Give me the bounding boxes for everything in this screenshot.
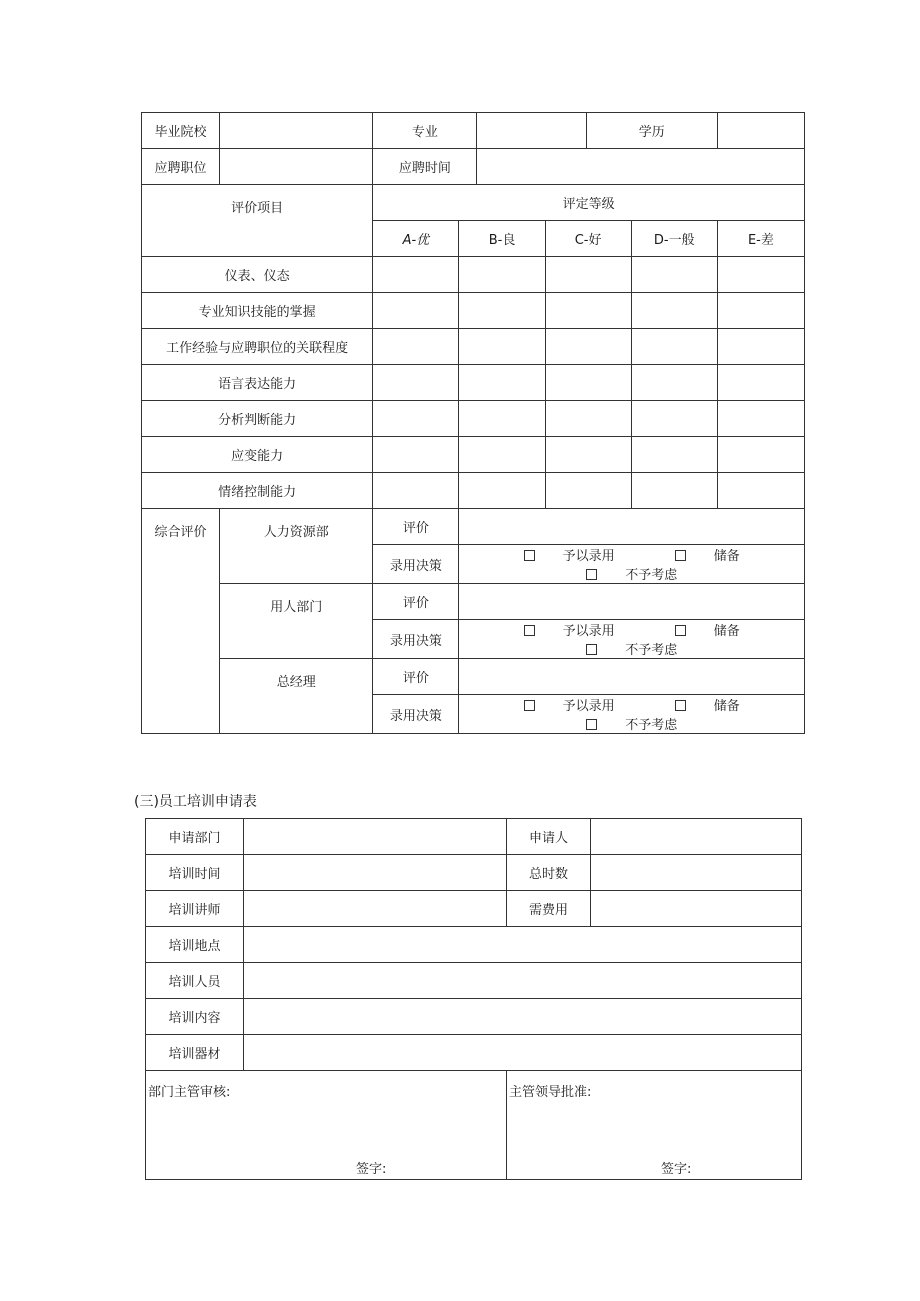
item-label: 语言表达能力 <box>142 365 373 401</box>
grade-cell[interactable] <box>631 257 717 293</box>
grade-e: E-差 <box>717 221 804 257</box>
grade-a: A-优 <box>373 221 459 257</box>
section-title: (三)员工培训申请表 <box>134 794 257 810</box>
review-signature: 签字: <box>356 1162 387 1177</box>
grade-cell[interactable] <box>459 437 545 473</box>
grade-cell[interactable] <box>717 401 804 437</box>
dept-input[interactable] <box>244 819 507 855</box>
major-input[interactable] <box>477 113 586 149</box>
position-label: 应聘职位 <box>142 149 220 185</box>
position-input[interactable] <box>220 149 373 185</box>
grade-cell[interactable] <box>459 293 545 329</box>
grade-b: B-良 <box>459 221 545 257</box>
decision-options <box>459 695 805 734</box>
grade-cell[interactable] <box>545 437 631 473</box>
applicant-label: 申请人 <box>507 819 591 855</box>
cost-input[interactable] <box>591 891 802 927</box>
grade-cell[interactable] <box>717 329 804 365</box>
grade-cell[interactable] <box>631 437 717 473</box>
trainees-input[interactable] <box>244 963 802 999</box>
grade-cell[interactable] <box>545 329 631 365</box>
decision-label: 录用决策 <box>373 695 459 734</box>
checkbox-icon[interactable] <box>524 700 535 711</box>
grade-cell[interactable] <box>373 401 459 437</box>
decision-options <box>459 545 805 584</box>
checkbox-icon[interactable] <box>586 719 597 730</box>
grade-cell[interactable] <box>717 293 804 329</box>
checkbox-icon[interactable] <box>586 569 597 580</box>
grade-cell[interactable] <box>373 365 459 401</box>
grade-cell[interactable] <box>717 437 804 473</box>
grade-cell[interactable] <box>545 257 631 293</box>
school-input[interactable] <box>220 113 373 149</box>
grade-header: 评定等级 <box>373 185 805 221</box>
eval-input[interactable] <box>459 659 805 695</box>
group-name: 人力资源部 <box>220 509 373 584</box>
option-reserve[interactable]: 储备 <box>661 695 754 714</box>
item-label: 应变能力 <box>142 437 373 473</box>
grade-cell[interactable] <box>459 257 545 293</box>
grade-cell[interactable] <box>373 437 459 473</box>
grade-cell[interactable] <box>631 401 717 437</box>
location-label: 培训地点 <box>146 927 244 963</box>
option-reject[interactable]: 不予考虑 <box>572 564 691 583</box>
content-input[interactable] <box>244 999 802 1035</box>
time-input[interactable] <box>477 149 805 185</box>
item-header: 评价项目 <box>142 185 373 257</box>
group-name: 用人部门 <box>220 584 373 659</box>
hours-label: 总时数 <box>507 855 591 891</box>
option-reserve[interactable]: 储备 <box>661 545 754 564</box>
interview-evaluation-table <box>141 112 805 734</box>
item-label: 专业知识技能的掌握 <box>142 293 373 329</box>
grade-cell[interactable] <box>631 293 717 329</box>
major-label: 专业 <box>373 113 477 149</box>
checkbox-icon[interactable] <box>524 550 535 561</box>
location-input[interactable] <box>244 927 802 963</box>
grade-cell[interactable] <box>373 329 459 365</box>
option-reject[interactable]: 不予考虑 <box>572 639 691 658</box>
decision-options <box>459 620 805 659</box>
time-input[interactable] <box>244 855 507 891</box>
equipment-input[interactable] <box>244 1035 802 1071</box>
group-name: 总经理 <box>220 659 373 734</box>
grade-c: C-好 <box>545 221 631 257</box>
item-label: 仪表、仪态 <box>142 257 373 293</box>
option-reserve[interactable]: 储备 <box>661 620 754 639</box>
checkbox-icon[interactable] <box>675 700 686 711</box>
approval-signature: 签字: <box>661 1162 692 1177</box>
review-label: 部门主管审核: <box>148 1085 231 1100</box>
grade-cell[interactable] <box>459 365 545 401</box>
hours-input[interactable] <box>591 855 802 891</box>
grade-cell[interactable] <box>717 257 804 293</box>
option-hire[interactable]: 予以录用 <box>510 545 629 564</box>
eval-label: 评价 <box>373 659 459 695</box>
table-row <box>142 437 805 473</box>
table-row <box>142 293 805 329</box>
trainees-label: 培训人员 <box>146 963 244 999</box>
option-hire[interactable]: 予以录用 <box>510 620 629 639</box>
item-label: 工作经验与应聘职位的关联程度 <box>142 329 373 365</box>
grade-cell[interactable] <box>545 473 631 509</box>
equipment-label: 培训器材 <box>146 1035 244 1071</box>
grade-cell[interactable] <box>545 293 631 329</box>
table-row <box>142 365 805 401</box>
checkbox-icon[interactable] <box>586 644 597 655</box>
eval-label: 评价 <box>373 509 459 545</box>
education-label: 学历 <box>586 113 717 149</box>
option-hire[interactable]: 予以录用 <box>510 695 629 714</box>
grade-cell[interactable] <box>459 329 545 365</box>
content-label: 培训内容 <box>146 999 244 1035</box>
approval-box[interactable] <box>507 1071 802 1180</box>
review-box[interactable] <box>146 1071 507 1180</box>
table-row <box>142 257 805 293</box>
grade-cell[interactable] <box>631 329 717 365</box>
grade-cell[interactable] <box>631 365 717 401</box>
lecturer-label: 培训讲师 <box>146 891 244 927</box>
grade-cell[interactable] <box>717 365 804 401</box>
approval-label: 主管领导批准: <box>509 1085 592 1100</box>
cost-label: 需费用 <box>507 891 591 927</box>
table-row <box>142 401 805 437</box>
grade-cell[interactable] <box>545 401 631 437</box>
grade-cell[interactable] <box>459 401 545 437</box>
checkbox-icon[interactable] <box>675 625 686 636</box>
grade-cell[interactable] <box>373 473 459 509</box>
eval-input[interactable] <box>459 584 805 620</box>
grade-cell[interactable] <box>373 257 459 293</box>
dept-label: 申请部门 <box>146 819 244 855</box>
time-label: 培训时间 <box>146 855 244 891</box>
grade-cell[interactable] <box>545 365 631 401</box>
decision-label: 录用决策 <box>373 620 459 659</box>
grade-cell[interactable] <box>459 473 545 509</box>
checkbox-icon[interactable] <box>524 625 535 636</box>
eval-label: 评价 <box>373 584 459 620</box>
applicant-input[interactable] <box>591 819 802 855</box>
lecturer-input[interactable] <box>244 891 507 927</box>
eval-input[interactable] <box>459 509 805 545</box>
table-row <box>142 473 805 509</box>
school-label: 毕业院校 <box>142 113 220 149</box>
item-label: 情绪控制能力 <box>142 473 373 509</box>
grade-cell[interactable] <box>631 473 717 509</box>
grade-d: D-一般 <box>631 221 717 257</box>
time-label: 应聘时间 <box>373 149 477 185</box>
option-reject[interactable]: 不予考虑 <box>572 714 691 733</box>
item-label: 分析判断能力 <box>142 401 373 437</box>
checkbox-icon[interactable] <box>675 550 686 561</box>
decision-label: 录用决策 <box>373 545 459 584</box>
education-input[interactable] <box>717 113 804 149</box>
grade-cell[interactable] <box>717 473 804 509</box>
grade-cell[interactable] <box>373 293 459 329</box>
table-row <box>142 329 805 365</box>
overall-label: 综合评价 <box>142 509 220 734</box>
training-application-table <box>145 818 802 1180</box>
